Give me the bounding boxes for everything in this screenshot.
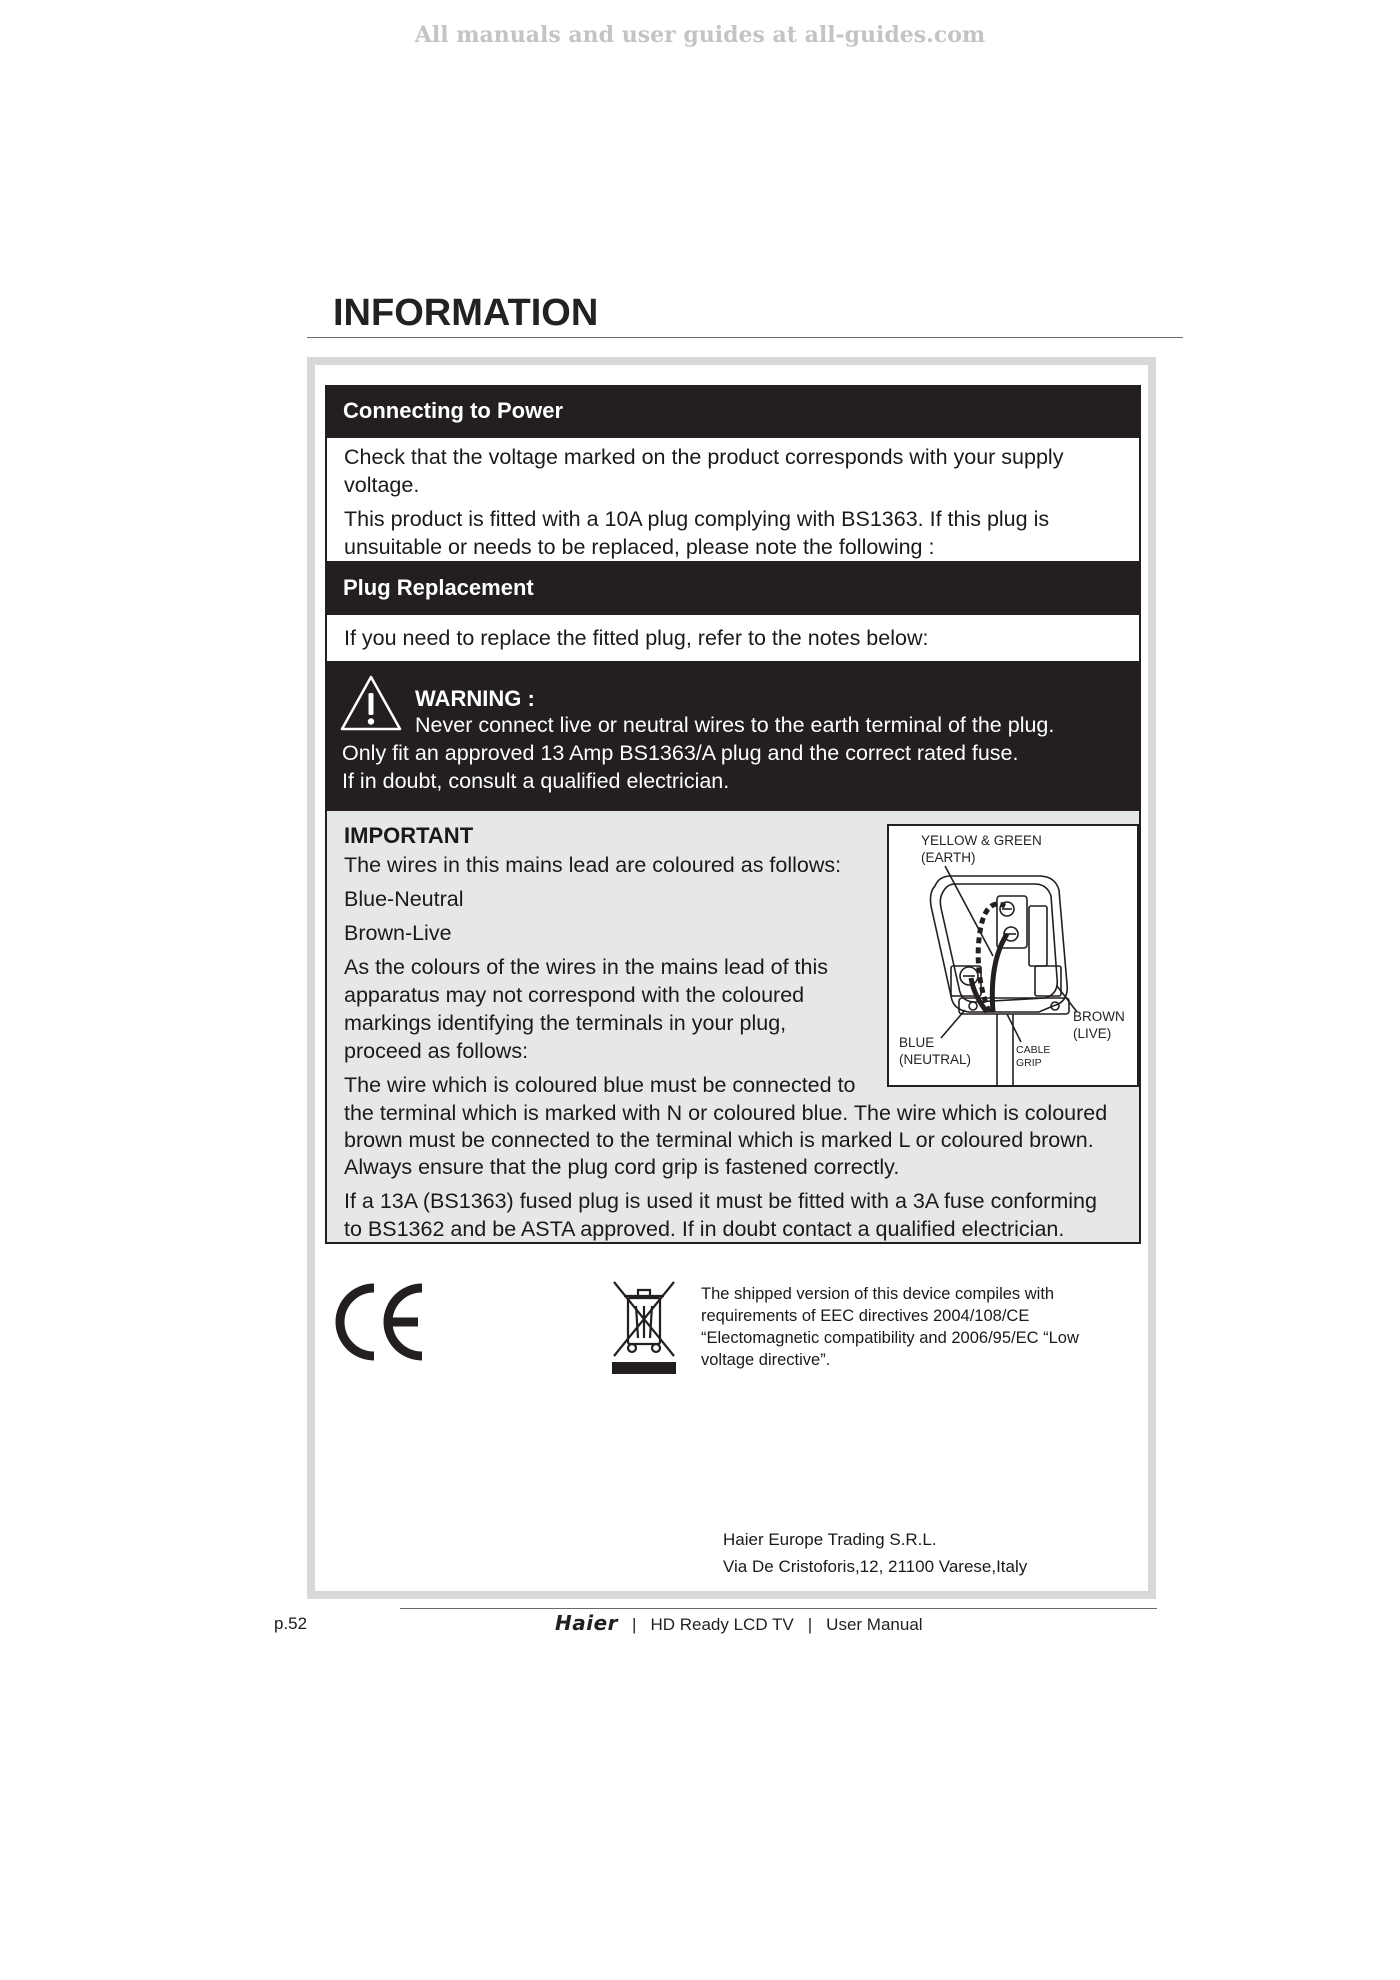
warning-title: WARNING : xyxy=(415,686,535,711)
product-name: HD Ready LCD TV xyxy=(650,1615,794,1634)
watermark: All manuals and user guides at all-guides.com xyxy=(414,22,986,48)
important-title: IMPORTANT xyxy=(344,823,474,848)
weee-bar xyxy=(612,1362,676,1374)
warning-triangle-icon xyxy=(339,674,403,732)
neutral-label: BLUE (NEUTRAL) xyxy=(899,1035,972,1067)
page-title: INFORMATION xyxy=(333,292,599,334)
earth-label: YELLOW & GREEN (EARTH) xyxy=(921,833,1042,865)
connecting-to-power-body xyxy=(325,436,1141,563)
warning-text-2: Only fit an approved 13 Amp BS1363/A plug and the correct rated fuse. xyxy=(342,741,1019,765)
warning-box xyxy=(325,662,1141,810)
important-text-11: Always ensure that the plug cord grip is fastened correctly. xyxy=(344,1155,900,1179)
connecting-text-1: Check that the voltage marked on the product corresponds with your supply voltage. xyxy=(344,445,1064,497)
important-text-1: The wires in this mains lead are coloured as follows: xyxy=(344,853,842,877)
connecting-text-2: This product is fitted with a 10A plug complying with BS1363. If this plug is unsuitable or needs to be replaced, please note the following : xyxy=(344,507,1050,559)
page-number: p.52 xyxy=(274,1614,308,1633)
important-text-6: markings identifying the terminals in your plug, xyxy=(344,1011,787,1035)
footer-separator: | xyxy=(807,1615,813,1634)
warning-text-1: Never connect live or neutral wires to the earth terminal of the plug. xyxy=(415,713,1055,737)
title-divider xyxy=(307,337,1183,338)
plug-illustration xyxy=(889,826,1137,1085)
important-box xyxy=(325,809,1141,1244)
plug-replacement-text: If you need to replace the fitted plug, refer to the notes below: xyxy=(325,613,1141,663)
important-text-3: Brown-Live xyxy=(344,921,452,945)
company-street: Via De Cristoforis,12, 21100 Varese,Italy xyxy=(723,1557,1028,1576)
important-text-13: to BS1362 and be ASTA approved. If in doubt contact a qualified electrician. xyxy=(344,1217,1065,1241)
plug-replacement-heading: Plug Replacement xyxy=(325,562,1141,614)
eec-compliance-text: The shipped version of this device compiles with requirements of EEC directives 2004/108/CE “Electomagnetic compatibility and 2006/95/EC “Low voltage directive”. xyxy=(701,1285,1079,1369)
important-text-2: Blue-Neutral xyxy=(344,887,464,911)
brand-logo: Haier xyxy=(555,1611,619,1635)
company-name: Haier Europe Trading S.R.L. xyxy=(723,1530,937,1549)
important-text-9: the terminal which is marked with N or coloured blue. The wire which is coloured xyxy=(344,1101,1108,1125)
important-text-10: brown must be connected to the terminal which is marked L or coloured brown. xyxy=(344,1128,1094,1152)
footer-divider xyxy=(400,1608,1157,1609)
cable-grip-label: CABLE GRIP xyxy=(1016,1044,1051,1069)
important-text-12: If a 13A (BS1363) fused plug is used it must be fitted with a 3A fuse conforming xyxy=(344,1189,1097,1213)
company-address xyxy=(723,1526,1027,1580)
warning-text-3: If in doubt, consult a qualified electrician. xyxy=(342,769,730,793)
weee-bin-icon xyxy=(612,1280,676,1360)
important-text-7: proceed as follows: xyxy=(344,1039,529,1063)
document-name: User Manual xyxy=(826,1615,923,1634)
connecting-to-power-heading: Connecting to Power xyxy=(325,385,1141,437)
live-label: BROWN (LIVE) xyxy=(1073,1009,1125,1041)
plug-wiring-diagram xyxy=(887,824,1139,1087)
footer xyxy=(555,1611,923,1635)
ce-mark-icon xyxy=(332,1280,428,1364)
important-text-8: The wire which is coloured blue must be connected to xyxy=(344,1073,856,1097)
important-text-4: As the colours of the wires in the mains lead of this xyxy=(344,955,828,979)
footer-separator: | xyxy=(632,1615,637,1634)
important-text-5: apparatus may not correspond with the coloured xyxy=(344,983,805,1007)
